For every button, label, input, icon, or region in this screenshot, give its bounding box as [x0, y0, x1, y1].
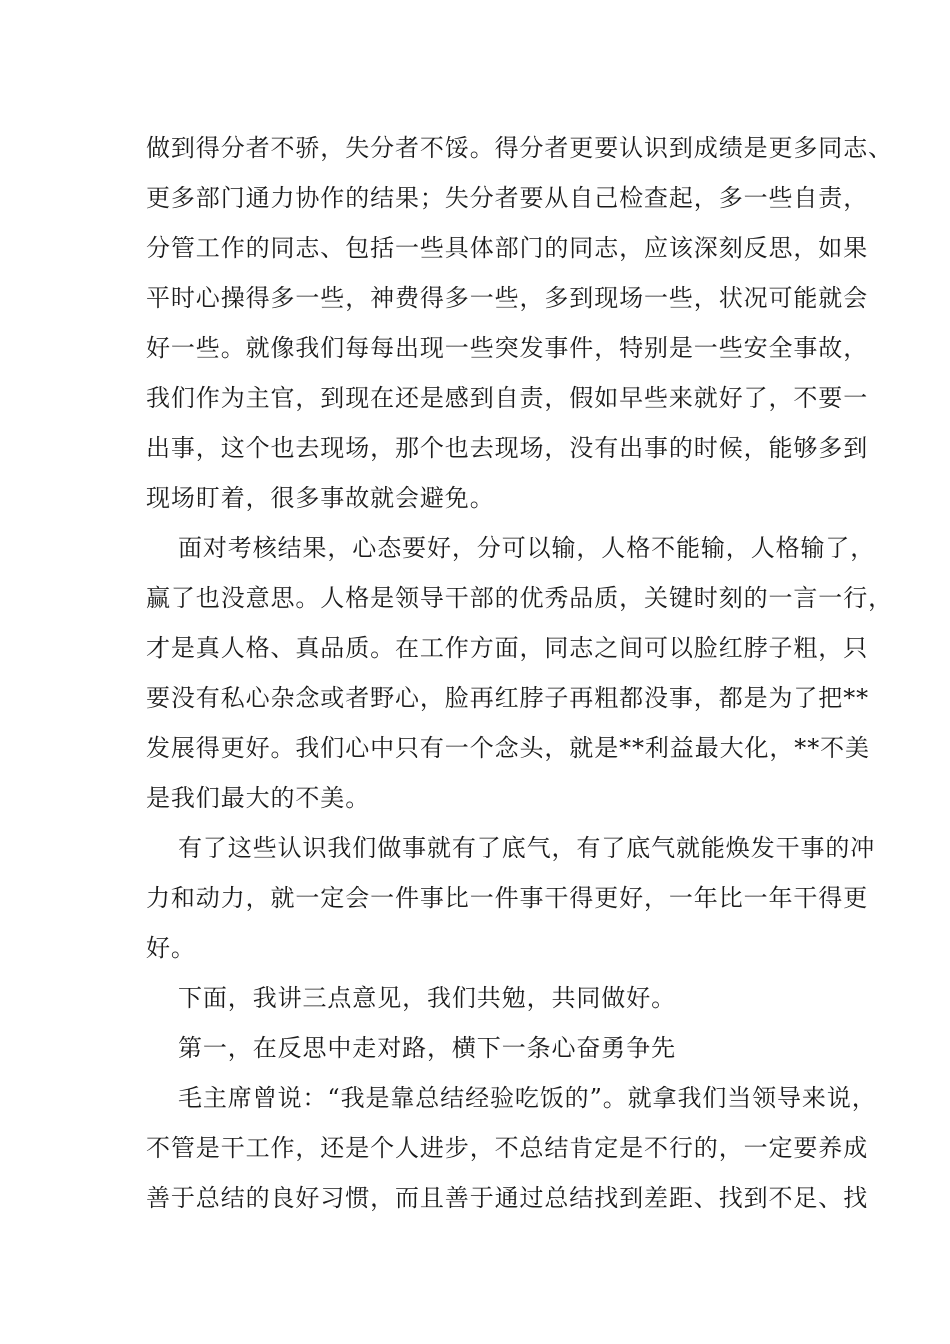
paragraph-first-line: 下面，我讲三点意见，我们共勉，共同做好。 — [178, 984, 676, 1012]
text-line: 好。 — [146, 934, 196, 962]
paragraph-first-line: 毛主席曾说：“我是靠总结经验吃饭的”。就拿我们当领导来说， — [178, 1084, 877, 1112]
section-heading: 第一，在反思中走对路，横下一条心奋勇争先 — [178, 1034, 676, 1062]
text-line: 是我们最大的不美。 — [146, 784, 371, 812]
text-line: 现场盯着，很多事故就会避免。 — [146, 484, 495, 512]
text-line: 好一些。就像我们每每出现一些突发事件，特别是一些安全事故， — [146, 334, 869, 362]
paragraph-first-line: 面对考核结果，心态要好，分可以输，人格不能输，人格输了， — [178, 534, 876, 562]
text-line: 善于总结的良好习惯，而且善于通过总结找到差距、找到不足、找 — [146, 1184, 869, 1212]
text-line: 分管工作的同志、包括一些具体部门的同志，应该深刻反思，如果 — [146, 234, 869, 262]
text-line: 更多部门通力协作的结果；失分者要从自己检查起，多一些自责， — [146, 184, 869, 212]
text-line: 力和动力，就一定会一件事比一件事干得更好，一年比一年干得更 — [146, 884, 869, 912]
text-line: 出事，这个也去现场，那个也去现场，没有出事的时候，能够多到 — [146, 434, 869, 462]
text-line: 平时心操得多一些，神费得多一些，多到现场一些，状况可能就会 — [146, 284, 869, 312]
text-line: 做到得分者不骄，失分者不馁。得分者更要认识到成绩是更多同志、 — [146, 134, 893, 162]
text-line: 要没有私心杂念或者野心，脸再红脖子再粗都没事，都是为了把** — [146, 684, 869, 712]
text-line: 才是真人格、真品质。在工作方面，同志之间可以脸红脖子粗，只 — [146, 634, 869, 662]
paragraph-first-line: 有了这些认识我们做事就有了底气，有了底气就能焕发干事的冲 — [178, 834, 876, 862]
text-line: 赢了也没意思。人格是领导干部的优秀品质，关键时刻的一言一行， — [146, 584, 893, 612]
text-line: 我们作为主官，到现在还是感到自责，假如早些来就好了，不要一 — [146, 384, 869, 412]
text-line: 发展得更好。我们心中只有一个念头，就是**利益最大化，**不美 — [146, 734, 870, 762]
text-line: 不管是干工作，还是个人进步，不总结肯定是不行的，一定要养成 — [146, 1134, 869, 1162]
